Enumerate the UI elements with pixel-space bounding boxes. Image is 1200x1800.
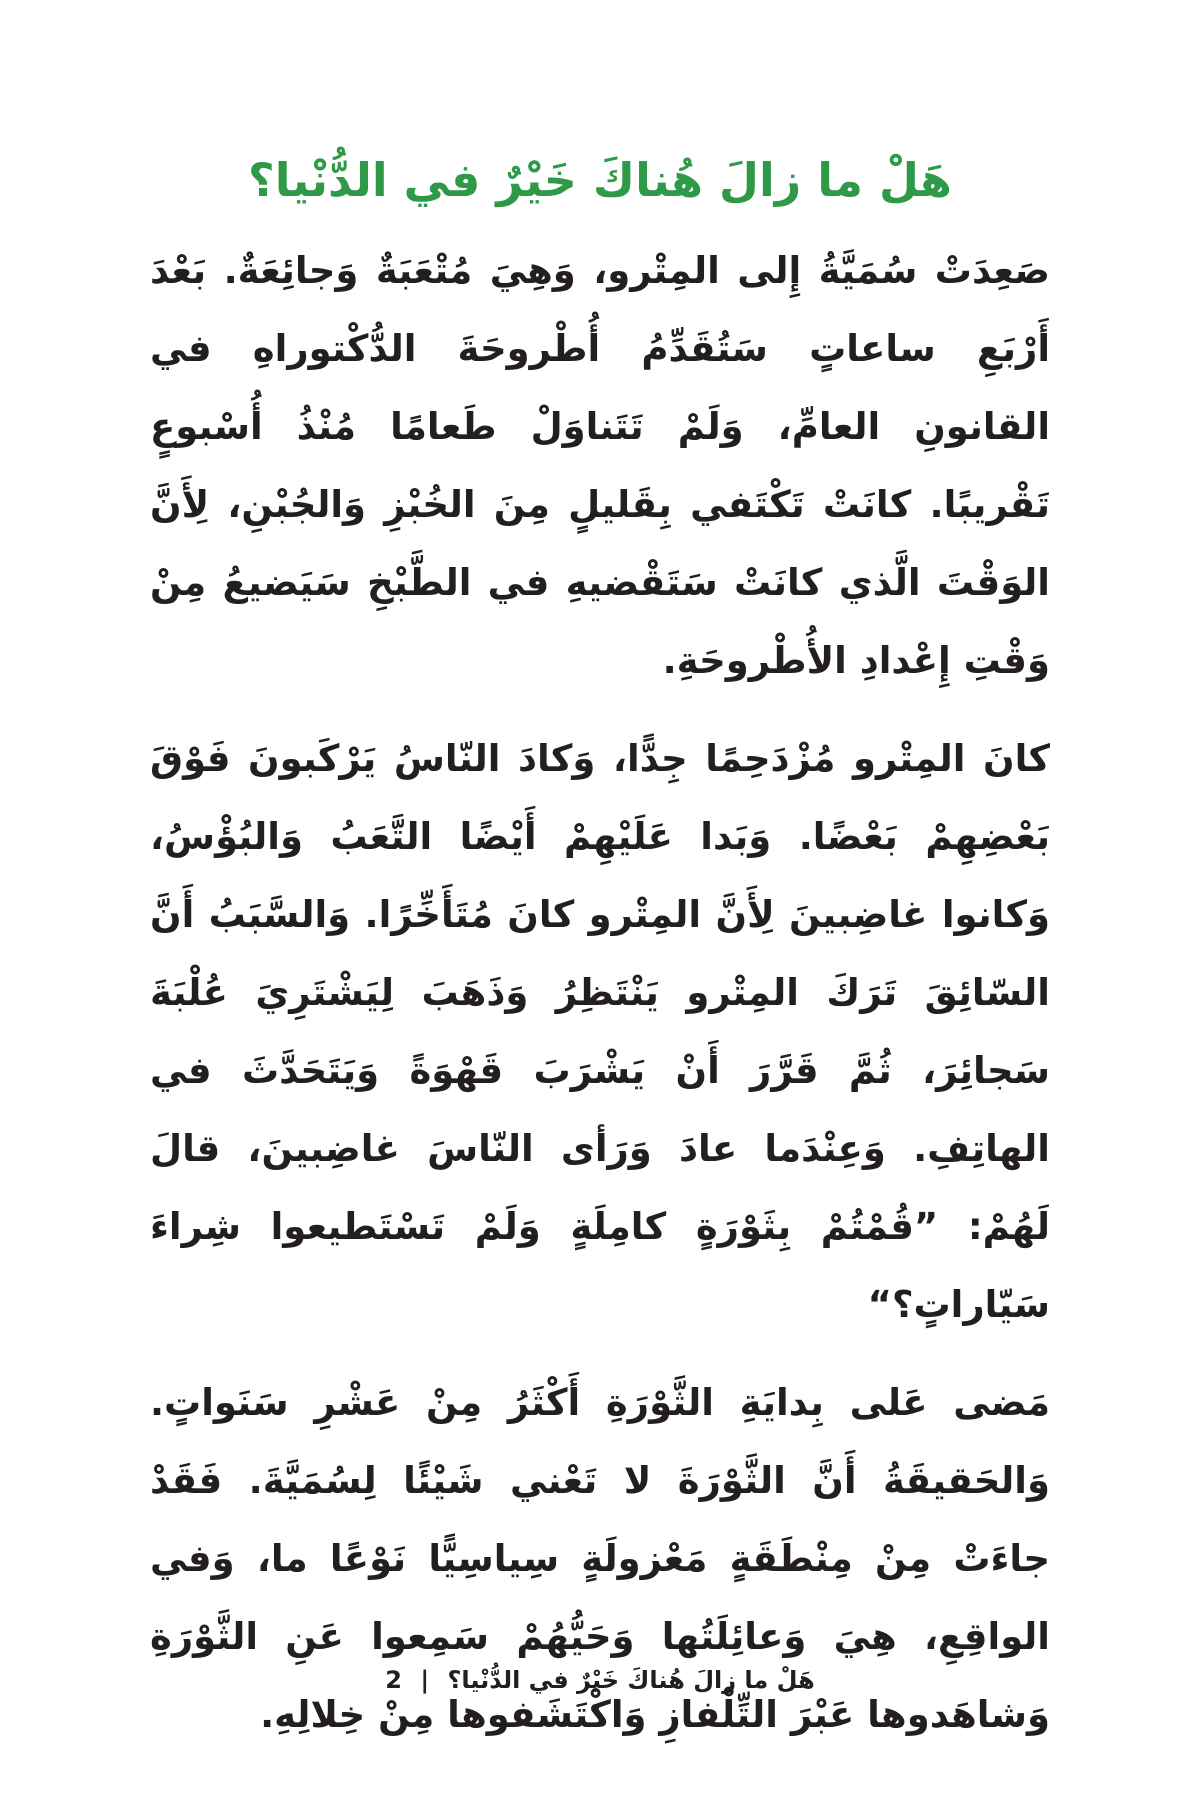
footer-title: هَلْ ما زالَ هُناكَ خَيْرٌ في الدُّنْيا؟ xyxy=(447,1666,815,1694)
page-number: 2 xyxy=(385,1666,402,1694)
story-body xyxy=(150,232,1050,1774)
paragraph-1: صَعِدَتْ سُمَيَّةُ إِلى المِتْرو، وَهِيَ مُتْعَبَةٌ وَجائِعَةٌ. بَعْدَ أَرْبَعِ ساعاتٍ سَتُقَدِّمُ أُطْروحَةَ الدُّكْتوراهِ في القانونِ العامِّ، وَلَمْ تَتَناوَلْ طَعامًا مُنْذُ أُسْبوعٍ تَقْريبًا. كانَتْ تَكْتَفي بِقَليلٍ مِنَ الخُبْزِ وَالجُبْنِ، لِأَنَّ الوَقْتَ الَّذي كانَتْ سَتَقْضيهِ في الطَّبْخِ سَيَضيعُ مِنْ وَقْتِ إِعْدادِ الأُطْروحَةِ. xyxy=(150,249,1050,682)
page-footer xyxy=(150,1660,1050,1700)
paragraph-2: كانَ المِتْرو مُزْدَحِمًا جِدًّا، وَكادَ النّاسُ يَرْكَبونَ فَوْقَ بَعْضِهِمْ بَعْضًا. وَبَدا عَلَيْهِمْ أَيْضًا التَّعَبُ وَالبُؤْسُ، وَكانوا غاضِبينَ لِأَنَّ المِتْرو كانَ مُتَأَخِّرًا. وَالسَّبَبُ أَنَّ السّائِقَ تَرَكَ المِتْرو يَنْتَظِرُ وَذَهَبَ لِيَشْتَرِيَ عُلْبَةَ سَجائِرَ، ثُمَّ قَرَّرَ أَنْ يَشْرَبَ قَهْوَةً وَيَتَحَدَّثَ في الهاتِفِ. وَعِنْدَما عادَ وَرَأى النّاسَ غاضِبينَ، قالَ لَهُمْ: ”قُمْتُمْ بِثَوْرَةٍ كامِلَةٍ وَلَمْ تَسْتَطيعوا شِراءَ سَيّاراتٍ؟“ xyxy=(150,737,1050,1326)
story-title: هَلْ ما زالَ هُناكَ خَيْرٌ في الدُّنْيا؟ xyxy=(248,153,952,207)
footer-separator: | xyxy=(420,1666,430,1694)
paragraph-3: مَضى عَلى بِدايَةِ الثَّوْرَةِ أَكْثَرُ مِنْ عَشْرِ سَنَواتٍ. وَالحَقيقَةُ أَنَّ الثَّوْرَةَ لا تَعْني شَيْئًا لِسُمَيَّةَ. فَقَدْ جاءَتْ مِنْ مِنْطَقَةٍ مَعْزولَةٍ سِياسِيًّا نَوْعًا ما، وَفي الواقِعِ، هِيَ وَعائِلَتُها وَحَيُّهُمْ سَمِعوا عَنِ الثَّوْرَةِ وَشاهَدوها عَبْرَ التِّلْفازِ وَاكْتَشَفوها مِنْ خِلالِهِ. xyxy=(150,1381,1050,1736)
